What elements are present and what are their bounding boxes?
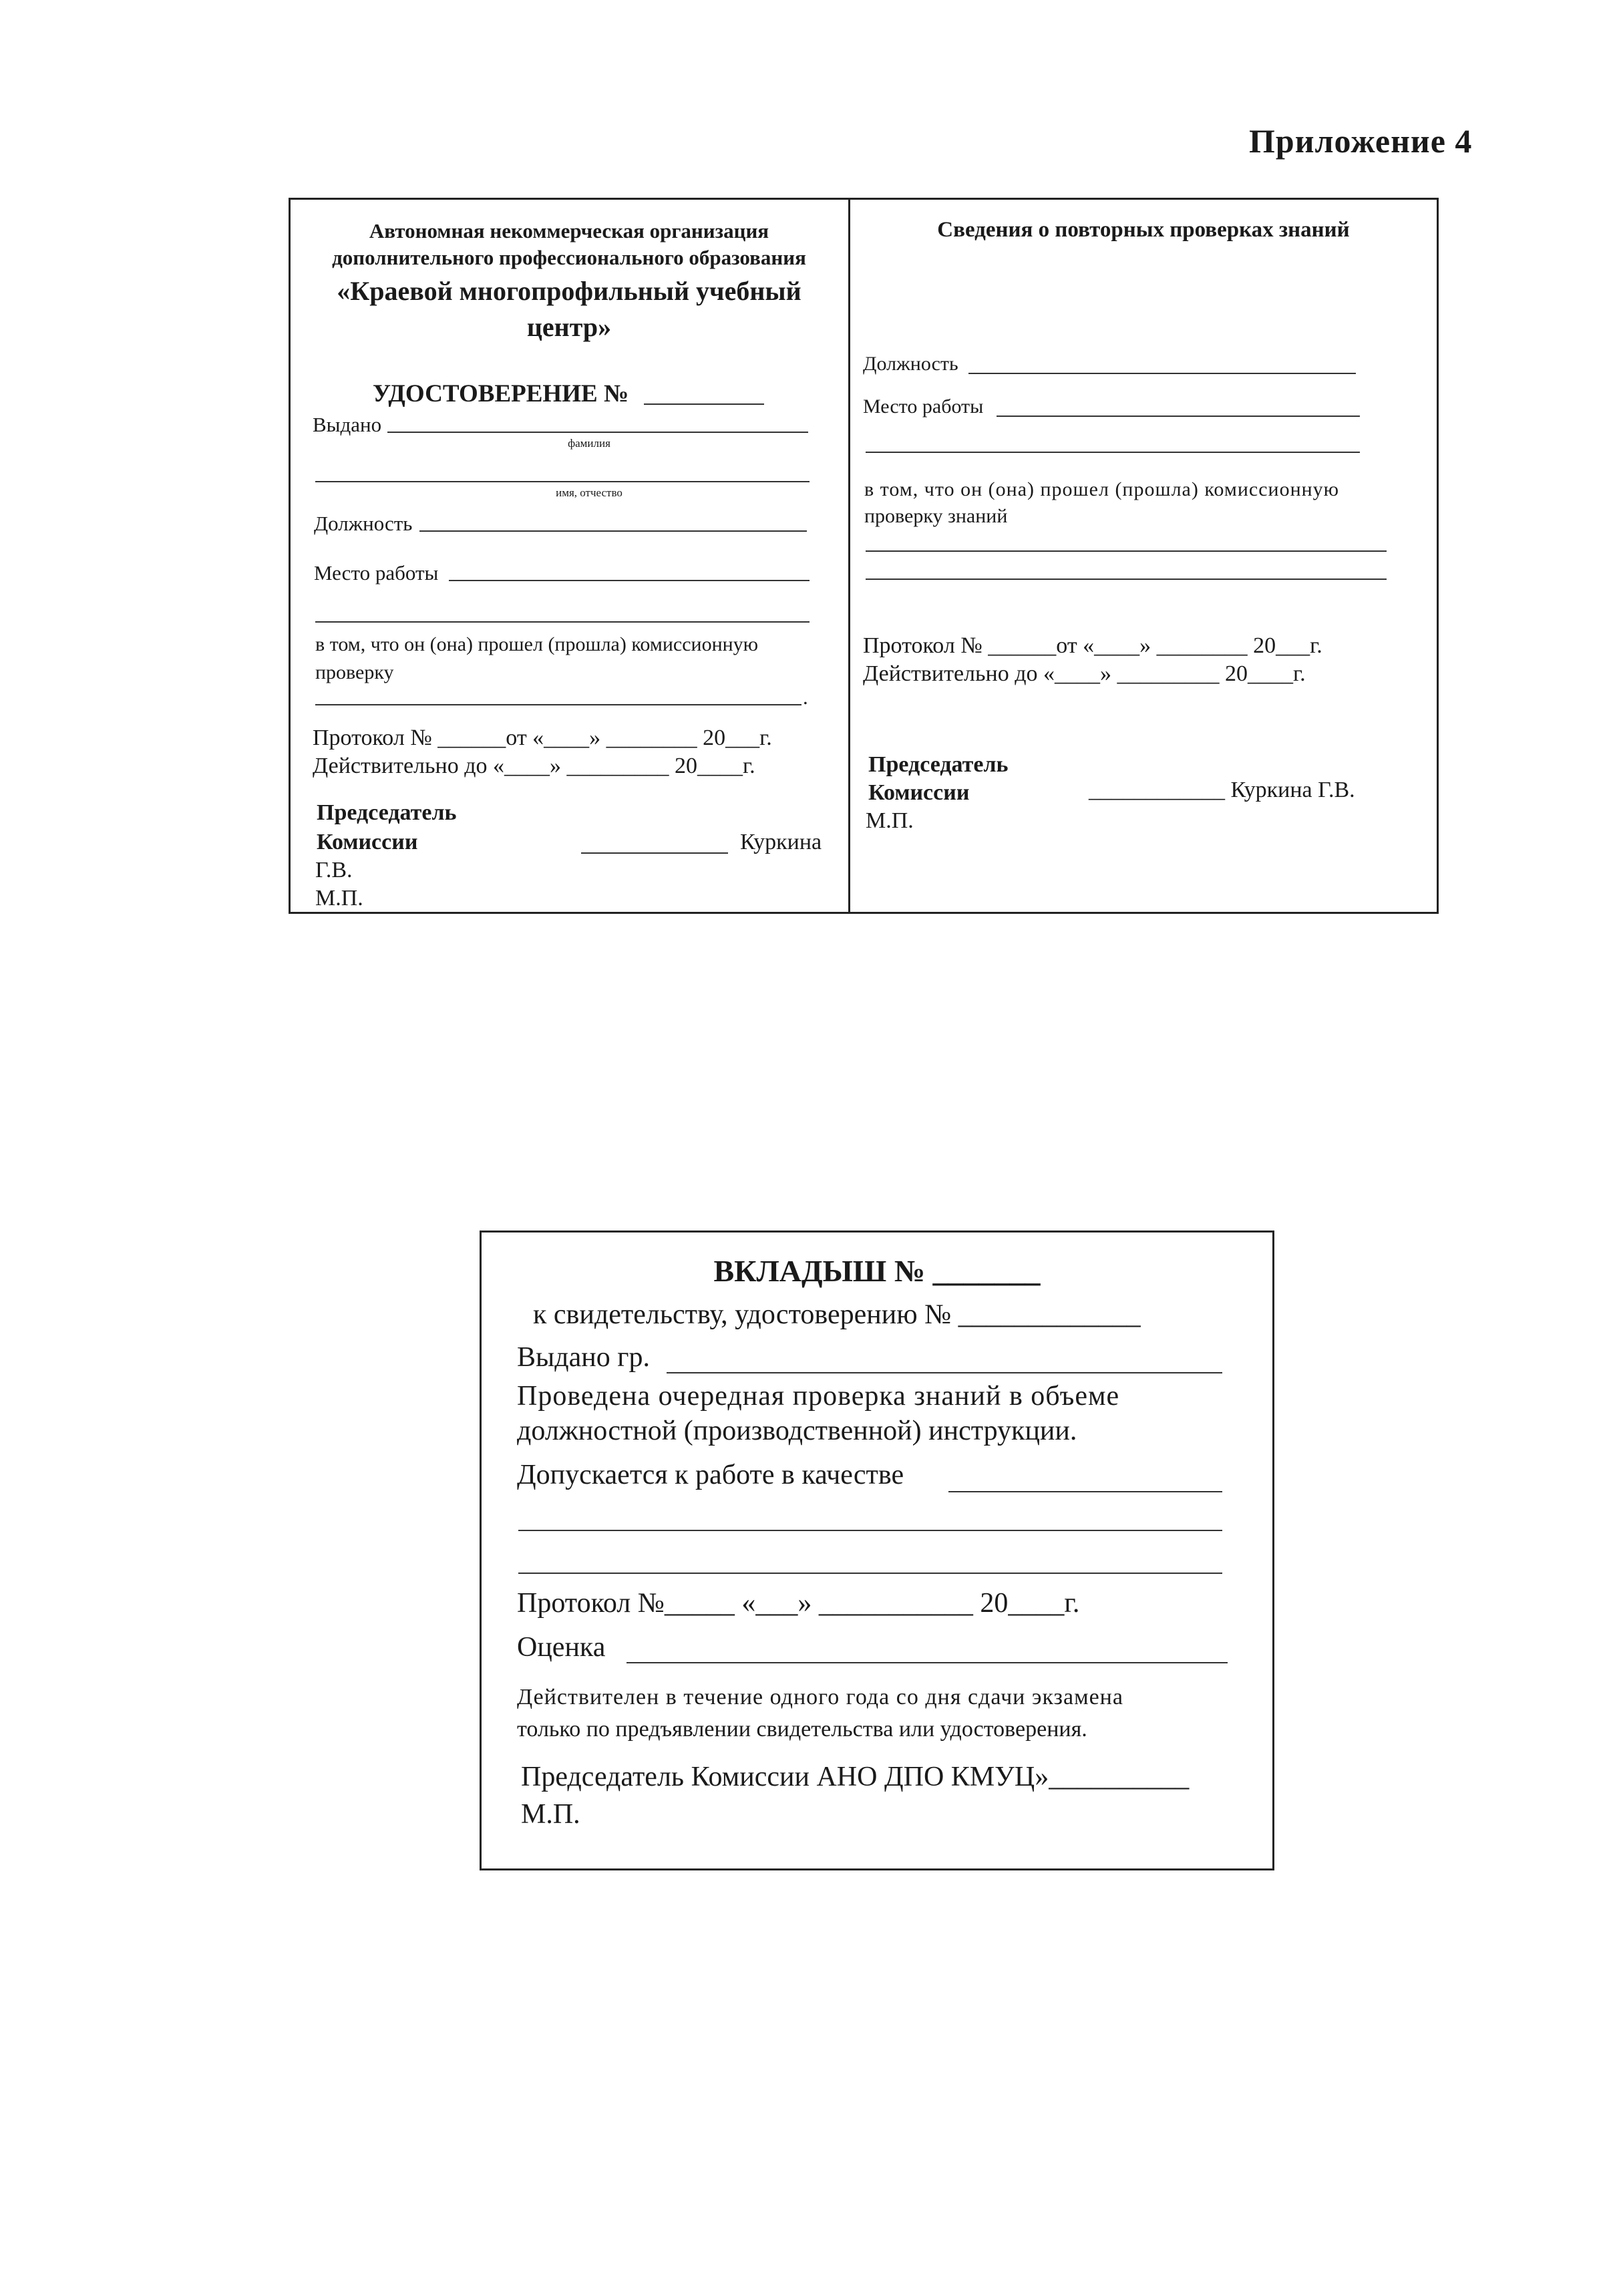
recheck-commission-label: Комиссии xyxy=(868,780,970,805)
insert-stamp-mark: М.П. xyxy=(521,1799,580,1830)
stamp-mark: М.П. xyxy=(315,886,363,911)
passed-text-line-1: в том, что он (она) прошел (прошла) комиссионную xyxy=(315,633,759,655)
recheck-signature: ____________ Куркина Г.В. xyxy=(1089,778,1355,802)
card-divider xyxy=(848,198,850,913)
recheck-position-line xyxy=(968,373,1356,374)
certificate-number-line xyxy=(644,403,764,405)
recheck-stamp-mark: М.П. xyxy=(866,808,914,833)
protocol-line: Протокол № ______от «____» ________ 20___г. xyxy=(313,725,772,750)
recheck-workplace-label: Место работы xyxy=(863,395,984,418)
insert-conducted-line-2: должностной (производственной) инструкции. xyxy=(517,1416,1077,1446)
position-label: Должность xyxy=(314,512,413,535)
passed-text-line-2: проверку xyxy=(315,661,394,683)
period-mark: . xyxy=(803,685,808,709)
issued-surname-line xyxy=(387,432,808,433)
insert-validity-line-1: Действителен в течение одного года со дня сдачи экзамена xyxy=(517,1685,1123,1709)
insert-to-certificate: к свидетельству, удостоверению № _____________ xyxy=(533,1299,1141,1330)
position-line xyxy=(419,530,807,532)
workplace-label: Место работы xyxy=(314,561,439,585)
insert-protocol-line: Протокол №_____ «___» ___________ 20____г. xyxy=(517,1588,1080,1619)
name-hint: имя, отчество xyxy=(556,486,622,499)
commission-label: Комиссии xyxy=(317,830,418,854)
recheck-passed-line-2: проверку знаний xyxy=(864,505,1008,527)
org-line-1: Автономная некоммерческая организация xyxy=(369,219,769,242)
workplace-line xyxy=(449,580,810,581)
certificate-title: УДОСТОВЕРЕНИЕ № xyxy=(373,380,629,407)
signature-initials: Г.В. xyxy=(315,858,353,882)
insert-admitted-line xyxy=(948,1491,1222,1492)
recheck-valid-until-line: Действительно до «____» _________ 20____г. xyxy=(863,661,1306,686)
insert-issued-label: Выдано гр. xyxy=(517,1342,650,1373)
insert-admitted-line-2 xyxy=(518,1530,1222,1531)
appendix-title: Приложение 4 xyxy=(1249,122,1473,160)
insert-title: ВКЛАДЫШ № _______ xyxy=(713,1254,1041,1288)
recheck-passed-line-2-rule xyxy=(866,579,1387,580)
certificate-card xyxy=(289,198,1437,913)
insert-issued-line xyxy=(667,1372,1222,1373)
recheck-title: Сведения о повторных проверках знаний xyxy=(937,218,1350,242)
signature-line xyxy=(581,852,728,854)
insert-validity-line-2: только по предъявлении свидетельства или удостоверения. xyxy=(517,1717,1087,1742)
chairman-label: Председатель xyxy=(317,800,457,825)
insert-admitted-line-3 xyxy=(518,1573,1222,1574)
insert-chairman-line: Председатель Комиссии АНО ДПО КМУЦ»__________ xyxy=(521,1762,1190,1792)
recheck-workplace-line xyxy=(997,416,1360,417)
passed-line xyxy=(315,704,801,705)
insert-admitted-label: Допускается к работе в качестве xyxy=(517,1460,904,1490)
issued-label: Выдано xyxy=(313,413,382,436)
recheck-passed-line-1: в том, что он (она) прошел (прошла) комиссионную xyxy=(864,478,1340,500)
recheck-protocol-line: Протокол № ______от «____» ________ 20___г. xyxy=(863,633,1322,658)
recheck-position-label: Должность xyxy=(863,353,958,375)
workplace-line-2 xyxy=(315,621,810,623)
issued-name-line xyxy=(315,481,810,482)
insert-conducted-line-1: Проведена очередная проверка знаний в объеме xyxy=(517,1381,1120,1412)
org-line-2: дополнительного профессионального образования xyxy=(332,246,806,269)
insert-card xyxy=(480,1231,1274,1870)
recheck-workplace-line-2 xyxy=(866,452,1360,453)
signature-name: Куркина xyxy=(740,830,822,854)
valid-until-line: Действительно до «____» _________ 20____г. xyxy=(313,754,755,778)
insert-grade-label: Оценка xyxy=(517,1632,606,1663)
insert-grade-line xyxy=(627,1662,1228,1663)
recheck-chairman-label: Председатель xyxy=(868,752,1009,777)
org-name-line-1: «Краевой многопрофильный учебный xyxy=(337,276,801,306)
recheck-passed-line xyxy=(866,550,1387,552)
org-name-line-2: центр» xyxy=(526,312,612,342)
surname-hint: фамилия xyxy=(568,437,610,450)
